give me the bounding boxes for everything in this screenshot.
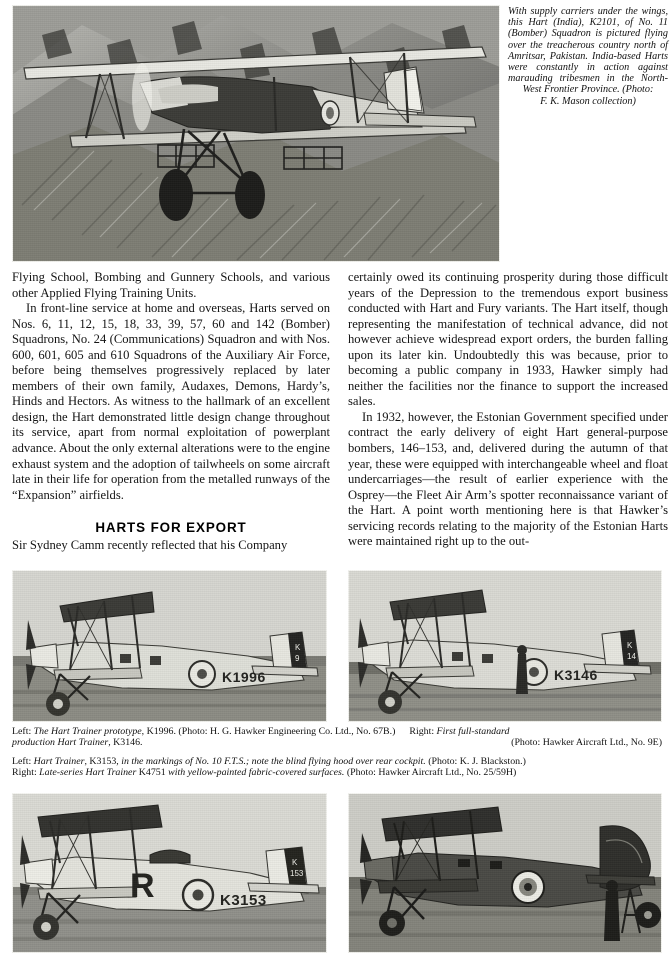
caption-row1-line2-left	[12, 737, 143, 748]
photo-hart-trainer-k3153	[12, 793, 327, 953]
photo-hart-trainer-k1996	[12, 570, 327, 722]
caption-row1-right-title: First full-standard	[436, 726, 510, 737]
svg-text:9: 9	[295, 654, 300, 663]
body-column-left	[12, 270, 330, 553]
svg-text:K: K	[627, 641, 633, 650]
photo-artwork-k3146	[348, 570, 662, 722]
top-photo-credit: F. K. Mason collection)	[540, 95, 636, 107]
caption-row2-right-credit: (Photo: Hawker Aircraft Ltd., No. 25/59H)	[344, 767, 517, 779]
caption-row2-left-title: Hart Trainer	[33, 756, 85, 767]
caption-row2-left-desc: in the markings of No. 10 F.T.S.; note the blind flying hood over rear cockpit.	[121, 756, 426, 767]
photo-artwork-k4751	[348, 793, 662, 953]
caption-row1-left-prefix: Left:	[12, 726, 34, 737]
caption-row2-left-credit: (Photo: K. J. Blackston.)	[425, 756, 526, 767]
caption-row2-line1	[12, 756, 662, 767]
paragraph-left-3: Sir Sydney Camm recently reflected that his Company	[12, 537, 288, 552]
paragraph-left-1: Flying School, Bombing and Gunnery Schools, and various other Applied Flying Training Units.	[12, 270, 330, 300]
caption-photo-row-1	[12, 726, 662, 749]
caption-row1-left-detail: , K1996. (Photo: H. G. Hawker Engineering Co. Ltd., No. 67B.)	[141, 726, 396, 737]
caption-row1-line2-reg: , K3146.	[108, 737, 143, 749]
caption-row1-line2-title: production Hart Trainer	[12, 737, 109, 749]
svg-text:14: 14	[627, 652, 636, 661]
svg-text:K: K	[295, 643, 301, 652]
caption-photo-row-2	[12, 756, 662, 779]
caption-row2-line2	[12, 767, 662, 778]
caption-row2-left-reg: , K3153,	[84, 756, 122, 767]
paragraph-right-1: certainly owed its continuing prosperity during those difficult years of the Depression to the tremendous export business conducted with Hart and Fury variants. The Hart itself, though representing the manifestation of technical advance, did not however achieve widespread export orders, the burden falling upon its later kin. Undoubtedly this was because, prior to becoming a public company in 1933, Hawker simply had neither the facilities nor the finance to support the increased sales.	[348, 270, 668, 409]
svg-text:K1996: K1996	[222, 669, 266, 685]
svg-text:K3146: K3146	[554, 667, 598, 683]
caption-row1-line2-credit: (Photo: Hawker Aircraft Ltd., No. 9E)	[511, 737, 662, 749]
caption-row2-right-reg: K4751	[136, 767, 169, 779]
photo-hart-trainer-k4751	[348, 793, 662, 953]
paragraph-left-2: In front-line service at home and overseas, Harts served on Nos. 6, 11, 12, 15, 18, 33, 39, 57, 60 and 142 (Bomber) Squadrons, No. 24 (Communications) Squadron and with Nos. 600, 601, 605 and 610 Squadrons of the Auxiliary Air Force, before being themselves progressively replaced by later members of their own family, Audaxes, Demons, Hardy’s, Hinds and Hectors. As witness to the hallmark of an excellent design, the Hart demonstrated little design change throughout its service, apart from normal exploitation of powerplant advance. About the only external alterations were to the engine exhaust system and the adoption of tailwheels on some aircraft late in their life for operation from the metalled runways of the “Expansion” airfields.	[12, 301, 330, 502]
caption-row1-left-title: The Hart Trainer prototype	[33, 726, 142, 737]
section-heading-harts-for-export: HARTS FOR EXPORT	[95, 520, 247, 536]
photo-artwork-k1996	[12, 570, 327, 722]
paragraph-right-2: In 1932, however, the Estonian Government specified under contract the early delivery of eight Hart general-purpose bombers, 146–153, and, delivered during the autumn of that year, these were equipped with interchangeable wheel and float undercarriages—the result of earlier experience with the Osprey—the Fleet Air Arm’s spotter reconnaissance variant of the Hart. A point worth mentioning here is that Hawker’s servicing records relating to the majority of the Estonian Harts were maintained right up to the out-	[348, 409, 668, 549]
caption-row2-right-desc: with yellow-painted fabric-covered surfaces.	[168, 767, 345, 779]
caption-row2-left-prefix: Left:	[12, 756, 34, 767]
caption-row2-right-prefix: Right:	[12, 767, 40, 779]
svg-text:153: 153	[290, 869, 304, 878]
top-photo-caption	[508, 6, 668, 107]
photo-hart-trainer-k3146	[348, 570, 662, 722]
svg-text:K: K	[292, 858, 298, 867]
svg-text:R: R	[130, 867, 155, 905]
top-photo-caption-text: With supply carriers under the wings, this Hart (India), K2101, of No. 11 (Bomber) Squadron is pictured flying over the treacherous country north of Amritsar, Pakistan. India-based Harts were constantly in action against marauding tribesmen in the North-West Frontier Province. (Photo:	[508, 6, 668, 96]
svg-text:K3153: K3153	[220, 892, 267, 909]
caption-row1-right-prefix: Right:	[409, 726, 437, 737]
photo-hart-k2101-india	[12, 5, 500, 262]
photo-artwork-top	[12, 5, 500, 262]
body-column-right	[348, 270, 668, 550]
caption-row2-right-title: Late-series Hart Trainer	[39, 767, 137, 779]
photo-artwork-k3153	[12, 793, 327, 953]
caption-row1-line2	[12, 737, 662, 748]
caption-row1-line1	[12, 726, 662, 737]
